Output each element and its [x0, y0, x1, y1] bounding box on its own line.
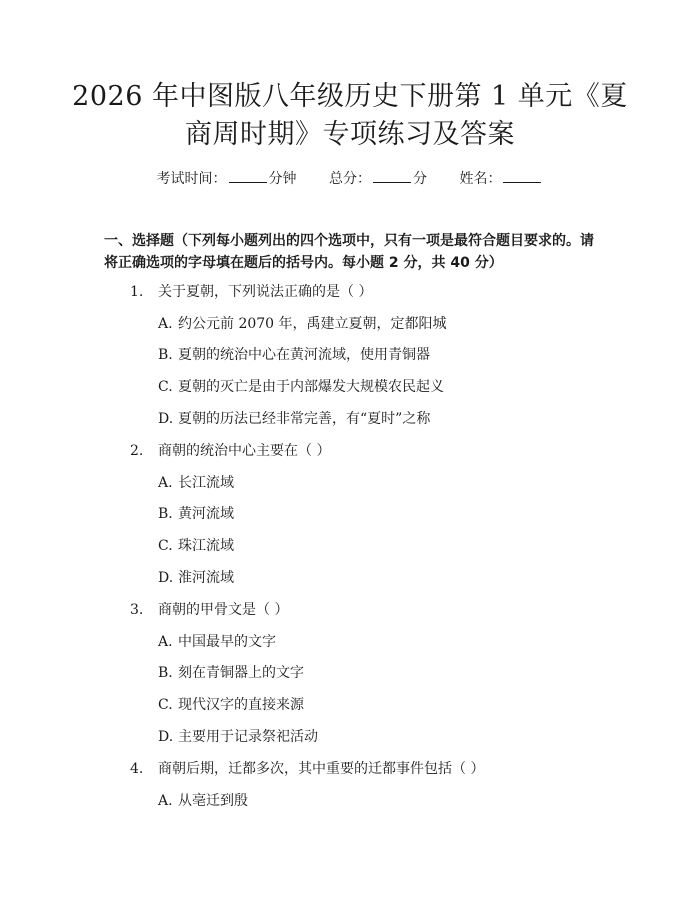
- option-text: 现代汉字的直接来源: [178, 697, 304, 713]
- option-text: 刻在青铜器上的文字: [178, 665, 304, 681]
- option-1d[interactable]: [158, 409, 430, 429]
- option-letter: A.: [158, 316, 173, 332]
- option-text: 长江流域: [178, 475, 234, 491]
- option-letter: D.: [158, 570, 174, 586]
- title-line-2: 商周时期》专项练习及答案: [185, 119, 515, 150]
- option-3d[interactable]: [158, 727, 318, 747]
- option-2c[interactable]: [158, 536, 234, 556]
- option-letter: B.: [158, 665, 173, 681]
- student-name-blank[interactable]: [503, 168, 541, 183]
- option-letter: D.: [158, 411, 174, 427]
- option-3c[interactable]: [158, 695, 304, 715]
- option-4a[interactable]: [158, 791, 248, 811]
- option-1c[interactable]: [158, 377, 444, 397]
- option-text: 淮河流域: [178, 570, 234, 586]
- option-text: 珠江流域: [178, 538, 234, 554]
- option-letter: C.: [158, 538, 173, 554]
- option-letter: D.: [158, 729, 174, 745]
- question-number: 1.: [130, 284, 144, 300]
- option-text: 约公元前 2070 年，禹建立夏朝，定都阳城: [178, 316, 447, 332]
- option-text: 黄河流域: [178, 506, 234, 522]
- question-text: 商朝后期，迁都多次，其中重要的迁都事件包括（ ）: [158, 761, 485, 777]
- option-text: 从亳迁到殷: [178, 793, 248, 809]
- document-title: [60, 78, 640, 154]
- question-2: [130, 441, 330, 461]
- option-1b[interactable]: [158, 345, 430, 365]
- option-3a[interactable]: [158, 632, 276, 652]
- option-letter: B.: [158, 506, 173, 522]
- option-letter: C.: [158, 379, 173, 395]
- total-score-label: 总分：: [329, 171, 371, 187]
- question-text: 关于夏朝，下列说法正确的是（ ）: [158, 284, 373, 300]
- option-2a[interactable]: [158, 473, 234, 493]
- option-text: 夏朝的历法已经非常完善，有“夏时”之称: [178, 411, 431, 427]
- option-1a[interactable]: [158, 314, 447, 334]
- exam-info-line: [0, 168, 700, 189]
- option-letter: B.: [158, 347, 173, 363]
- total-score-blank[interactable]: [373, 168, 411, 183]
- question-4: [130, 759, 484, 779]
- total-score-unit: 分: [413, 171, 427, 187]
- exam-time-unit: 分钟: [268, 171, 297, 187]
- option-text: 夏朝的灭亡是由于内部爆发大规模农民起义: [178, 379, 444, 395]
- option-text: 主要用于记录祭祀活动: [178, 729, 318, 745]
- question-1: [130, 282, 372, 302]
- question-number: 2.: [130, 443, 144, 459]
- option-text: 夏朝的统治中心在黄河流域，使用青铜器: [178, 347, 430, 363]
- student-name: [459, 168, 543, 189]
- option-letter: A.: [158, 793, 173, 809]
- exam-time-blank[interactable]: [229, 168, 267, 183]
- option-text: 中国最早的文字: [178, 634, 276, 650]
- option-letter: A.: [158, 475, 173, 491]
- option-letter: C.: [158, 697, 173, 713]
- question-3: [130, 600, 288, 620]
- option-2d[interactable]: [158, 568, 234, 588]
- student-name-label: 姓名：: [459, 171, 502, 187]
- title-line-1: 2026 年中图版八年级历史下册第 1 单元《夏: [72, 81, 628, 112]
- total-score: [329, 168, 427, 189]
- option-letter: A.: [158, 634, 173, 650]
- section-heading: 一、选择题（下列每小题列出的四个选项中，只有一项是最符合题目要求的。请将正确选项的字母填在题后的括号内。每小题 2 分，共 40 分）: [104, 233, 594, 271]
- question-text: 商朝的统治中心主要在（ ）: [158, 443, 331, 459]
- exam-time-label: 考试时间：: [156, 171, 227, 187]
- question-number: 3.: [130, 602, 144, 618]
- option-2b[interactable]: [158, 504, 234, 524]
- question-text: 商朝的甲骨文是（ ）: [158, 602, 289, 618]
- exam-time: [157, 168, 297, 189]
- question-number: 4.: [130, 761, 144, 777]
- option-3b[interactable]: [158, 663, 304, 683]
